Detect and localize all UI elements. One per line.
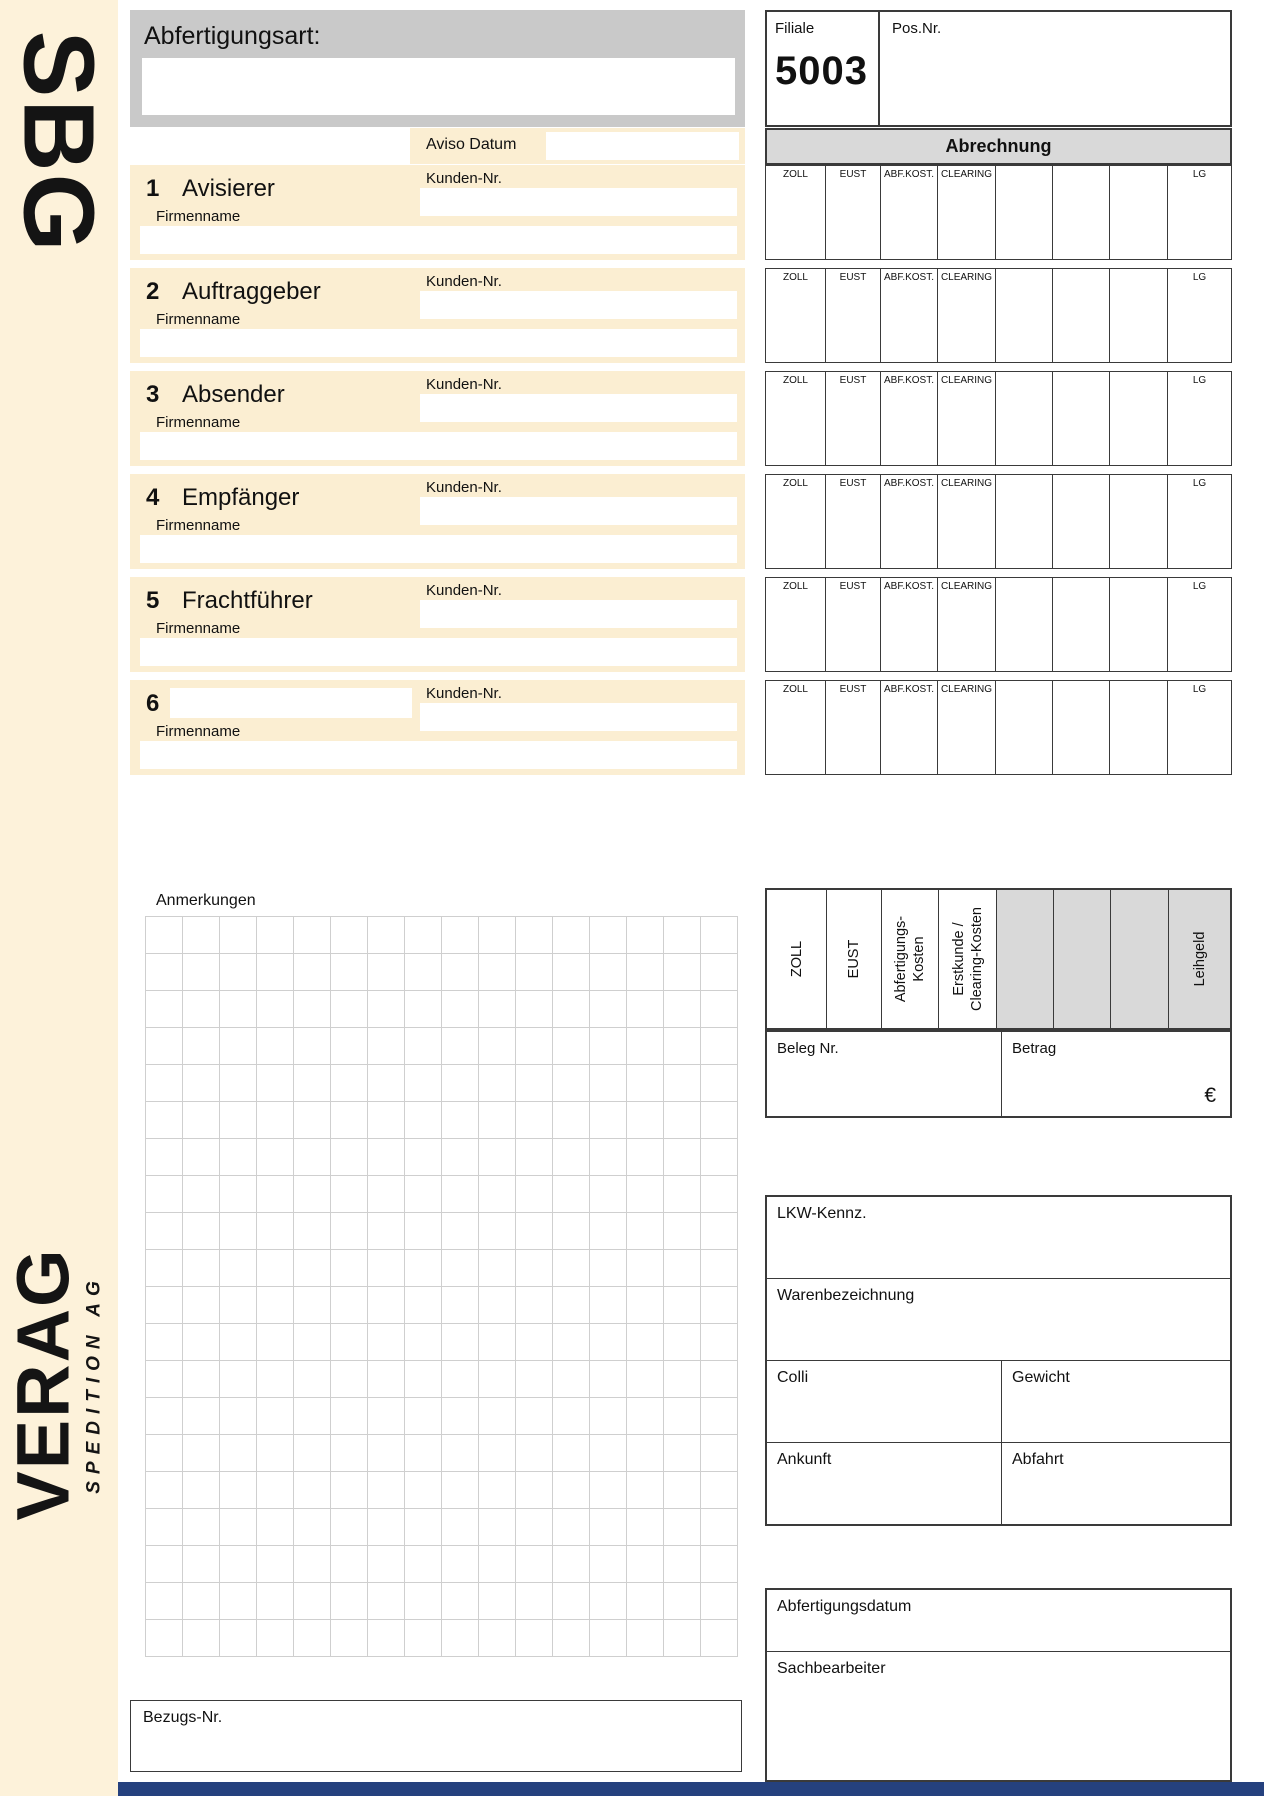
ankunft-field[interactable] [767,1443,1002,1524]
abrechnung-cell-row4-col8[interactable] [1168,475,1231,568]
abrechnung-cell-row2-col5[interactable] [996,269,1053,362]
kunden-nr-field-6[interactable] [420,703,737,731]
abrechnung-cell-row1-col4[interactable] [938,166,996,259]
abrechnung-cell-row5-col6[interactable] [1053,578,1110,671]
filiale-cell [767,12,880,125]
abrechnung-cell-row4-col1[interactable] [766,475,826,568]
abrechnung-footer-label: Erstkunde / Clearing-Kosten [950,907,985,1011]
abrechnung-cell-row3-col8[interactable] [1168,372,1231,465]
gewicht-field[interactable] [1002,1361,1230,1442]
party-role-label: Auftraggeber [182,278,321,305]
lkw-kennz-label: LKW-Kennz. [777,1205,867,1222]
party-number: 5 [146,587,160,614]
abrechnung-column-header: ABF.KOST. [883,581,934,592]
abrechnung-column-header: LG [1192,478,1207,489]
abrechnung-column-header: CLEARING [940,684,993,695]
beleg-nr-label: Beleg Nr. [777,1040,839,1057]
abrechnung-cell-row2-col8[interactable] [1168,269,1231,362]
pos-nr-label: Pos.Nr. [892,20,942,37]
abrechnung-cell-row3-col3[interactable] [881,372,938,465]
abrechnung-cell-row6-col6[interactable] [1053,681,1110,774]
abrechnung-column-header: ZOLL [782,684,808,695]
abrechnung-footer-cell-5 [997,890,1054,1028]
abrechnung-column-header: ABF.KOST. [883,169,934,180]
abfertigungsart-field[interactable] [142,58,735,115]
bezugs-nr-label: Bezugs-Nr. [143,1709,223,1726]
abrechnung-cell-row2-col1[interactable] [766,269,826,362]
abrechnung-footer-cell-4 [939,890,997,1028]
abrechnung-cell-row1-col2[interactable] [826,166,881,259]
party-row-auftraggeber [130,268,745,363]
abfahrt-label: Abfahrt [1012,1451,1064,1468]
kunden-nr-field-5[interactable] [420,600,737,628]
abrechnung-column-header: ZOLL [782,169,808,180]
anmerkungen-grid-area[interactable] [145,916,738,1657]
abrechnung-cell-row5-col3[interactable] [881,578,938,671]
abrechnung-footer [765,888,1232,1030]
party-row-absender [130,371,745,466]
abrechnung-column-header: EUST [839,272,867,283]
party-number: 3 [146,381,160,408]
abrechnung-column-header: CLEARING [940,375,993,386]
abrechnung-footer-cell-8 [1169,890,1230,1028]
abrechnung-cell-row1-col3[interactable] [881,166,938,259]
firmenname-label: Firmenname [156,208,241,225]
firmenname-field-6[interactable] [140,741,737,769]
lkw-kennz-field[interactable] [767,1197,1230,1279]
party-row-avisierer [130,165,745,260]
aviso-datum-label: Aviso Datum [426,136,517,153]
kunden-nr-label: Kunden-Nr. [426,479,502,496]
abrechnung-column-header: ZOLL [782,581,808,592]
abrechnung-column-header: ABF.KOST. [883,684,934,695]
abrechnung-column-header: CLEARING [940,272,993,283]
firmenname-field-1[interactable] [140,226,737,254]
company-subtitle: SPEDITION AG [83,1274,105,1494]
abfertigungsdatum-field[interactable] [767,1590,1230,1652]
abrechnung-row-2 [765,268,1232,363]
abrechnung-column-header: ABF.KOST. [883,272,934,283]
abrechnung-footer-cell-6 [1054,890,1111,1028]
abrechnung-column-header: ABF.KOST. [883,478,934,489]
abrechnung-cell-row1-col6[interactable] [1053,166,1110,259]
kunden-nr-field-1[interactable] [420,188,737,216]
pos-nr-field[interactable] [880,12,1230,125]
company-name: VERAG [1,1247,85,1521]
abrechnung-cell-row3-col4[interactable] [938,372,996,465]
abrechnung-column-header: EUST [839,581,867,592]
abrechnung-column-header: CLEARING [940,581,993,592]
abrechnung-cell-row6-col4[interactable] [938,681,996,774]
betrag-field[interactable] [1002,1032,1230,1116]
processing-box [765,1588,1232,1782]
sachbearbeiter-field[interactable] [767,1652,1230,1780]
firmenname-label: Firmenname [156,620,241,637]
aviso-datum-band [410,128,745,164]
abrechnung-cell-row3-col1[interactable] [766,372,826,465]
abrechnung-footer-cell-7 [1111,890,1169,1028]
abrechnung-cell-row4-col6[interactable] [1053,475,1110,568]
filiale-posnr-box [765,10,1232,127]
party-row-6 [130,680,745,775]
party-role-label: Avisierer [182,175,275,202]
abrechnung-column-header: EUST [839,169,867,180]
abrechnung-cell-row3-col5[interactable] [996,372,1053,465]
betrag-label: Betrag [1012,1040,1057,1057]
party-row-frachtfuehrer [130,577,745,672]
abrechnung-column-header: CLEARING [940,169,993,180]
abrechnung-column-header: EUST [839,478,867,489]
firmenname-field-3[interactable] [140,432,737,460]
abrechnung-footer-label: ZOLL [788,940,805,978]
abrechnung-column-header: LG [1192,684,1207,695]
abrechnung-cell-row5-col7[interactable] [1110,578,1168,671]
abfahrt-field[interactable] [1002,1443,1230,1524]
ankunft-abfahrt-row [767,1443,1230,1524]
abrechnung-cell-row6-col2[interactable] [826,681,881,774]
firmenname-label: Firmenname [156,311,241,328]
party-row-empfaenger [130,474,745,569]
abrechnung-cell-row4-col3[interactable] [881,475,938,568]
abrechnung-cell-row1-col7[interactable] [1110,166,1168,259]
abrechnung-row-5 [765,577,1232,672]
abrechnung-cell-row6-col3[interactable] [881,681,938,774]
abfertigungsdatum-label: Abfertigungsdatum [777,1598,912,1615]
party-role-label: Absender [182,381,285,408]
firmenname-field-5[interactable] [140,638,737,666]
abrechnung-title: Abrechnung [945,136,1052,156]
kunden-nr-label: Kunden-Nr. [426,685,502,702]
firmenname-field-2[interactable] [140,329,737,357]
abrechnung-cell-row5-col2[interactable] [826,578,881,671]
filiale-label: Filiale [775,20,815,37]
abrechnung-title-bar [765,128,1232,165]
abrechnung-footer-label: Abfertigungs-Kosten [892,915,927,1003]
abrechnung-footer-cell-3 [882,890,939,1028]
company-logo [2,1212,114,1556]
aviso-datum-field[interactable] [546,132,739,160]
abrechnung-column-header: ZOLL [782,478,808,489]
abrechnung-cell-row2-col7[interactable] [1110,269,1168,362]
abfertigungsart-box [130,10,745,127]
abrechnung-cell-row1-col1[interactable] [766,166,826,259]
firmenname-label: Firmenname [156,517,241,534]
abrechnung-column-header: EUST [839,684,867,695]
abrechnung-cell-row4-col2[interactable] [826,475,881,568]
party-number: 2 [146,278,160,305]
abfertigungsart-label: Abfertigungsart: [144,22,321,50]
beleg-betrag-box [765,1030,1232,1118]
abrechnung-column-header: LG [1192,272,1207,283]
abrechnung-cell-row5-col5[interactable] [996,578,1053,671]
kunden-nr-label: Kunden-Nr. [426,582,502,599]
abrechnung-column-header: LG [1192,375,1207,386]
kunden-nr-field-4[interactable] [420,497,737,525]
abrechnung-cell-row5-col4[interactable] [938,578,996,671]
ankunft-label: Ankunft [777,1451,832,1468]
abrechnung-row-3 [765,371,1232,466]
abrechnung-column-header: EUST [839,375,867,386]
firmenname-label: Firmenname [156,723,241,740]
abrechnung-column-header: ZOLL [782,375,808,386]
kunden-nr-field-2[interactable] [420,291,737,319]
abrechnung-cell-row2-col2[interactable] [826,269,881,362]
brand-strip [0,0,118,1796]
abrechnung-footer-cell-1 [767,890,827,1028]
party-number: 1 [146,175,160,202]
abrechnung-column-header: LG [1192,169,1207,180]
sachbearbeiter-label: Sachbearbeiter [777,1660,886,1677]
abrechnung-cell-row3-col7[interactable] [1110,372,1168,465]
abrechnung-cell-row2-col6[interactable] [1053,269,1110,362]
bezugs-nr-field[interactable] [130,1700,742,1772]
abrechnung-cell-row3-col2[interactable] [826,372,881,465]
anmerkungen-label: Anmerkungen [156,892,256,909]
abrechnung-column-header: LG [1192,581,1207,592]
party-role-label: Frachtführer [182,587,313,614]
abrechnung-cell-row5-col1[interactable] [766,578,826,671]
abrechnung-cell-row3-col6[interactable] [1053,372,1110,465]
colli-field[interactable] [767,1361,1002,1442]
kunden-nr-label: Kunden-Nr. [426,376,502,393]
abrechnung-cell-row4-col5[interactable] [996,475,1053,568]
abrechnung-row-1 [765,165,1232,260]
abrechnung-cell-row1-col5[interactable] [996,166,1053,259]
abrechnung-cell-row4-col4[interactable] [938,475,996,568]
abrechnung-cell-row1-col8[interactable] [1168,166,1231,259]
sbg-logo-text: SBG [2,30,115,254]
abrechnung-cell-row6-col8[interactable] [1168,681,1231,774]
abrechnung-footer-cell-2 [827,890,882,1028]
abrechnung-row-6 [765,680,1232,775]
filiale-value: 5003 [775,49,868,93]
abrechnung-cell-row6-col5[interactable] [996,681,1053,774]
sbg-logo [2,26,115,258]
gewicht-label: Gewicht [1012,1369,1070,1386]
abrechnung-footer-label: EUST [845,939,862,979]
abrechnung-cell-row2-col4[interactable] [938,269,996,362]
warenbezeichnung-field[interactable] [767,1279,1230,1361]
bottom-color-bar [118,1782,1264,1796]
colli-gewicht-row [767,1361,1230,1443]
party-number: 4 [146,484,160,511]
euro-symbol: € [1204,1084,1216,1107]
firmenname-label: Firmenname [156,414,241,431]
beleg-nr-field[interactable] [767,1032,1002,1116]
abrechnung-cell-row6-col7[interactable] [1110,681,1168,774]
abrechnung-cell-row4-col7[interactable] [1110,475,1168,568]
shipment-box [765,1195,1232,1526]
warenbezeichnung-label: Warenbezeichnung [777,1287,915,1304]
party-role-field-6[interactable] [170,688,412,718]
colli-label: Colli [777,1369,809,1386]
abrechnung-cell-row2-col3[interactable] [881,269,938,362]
abrechnung-cell-row5-col8[interactable] [1168,578,1231,671]
kunden-nr-field-3[interactable] [420,394,737,422]
abrechnung-column-header: ABF.KOST. [883,375,934,386]
firmenname-field-4[interactable] [140,535,737,563]
party-role-label: Empfänger [182,484,300,511]
abrechnung-column-header: ZOLL [782,272,808,283]
kunden-nr-label: Kunden-Nr. [426,170,502,187]
abrechnung-column-header: CLEARING [940,478,993,489]
kunden-nr-label: Kunden-Nr. [426,273,502,290]
abrechnung-cell-row6-col1[interactable] [766,681,826,774]
party-number: 6 [146,690,160,717]
abrechnung-footer-label: Leihgeld [1191,931,1208,987]
abrechnung-row-4 [765,474,1232,569]
